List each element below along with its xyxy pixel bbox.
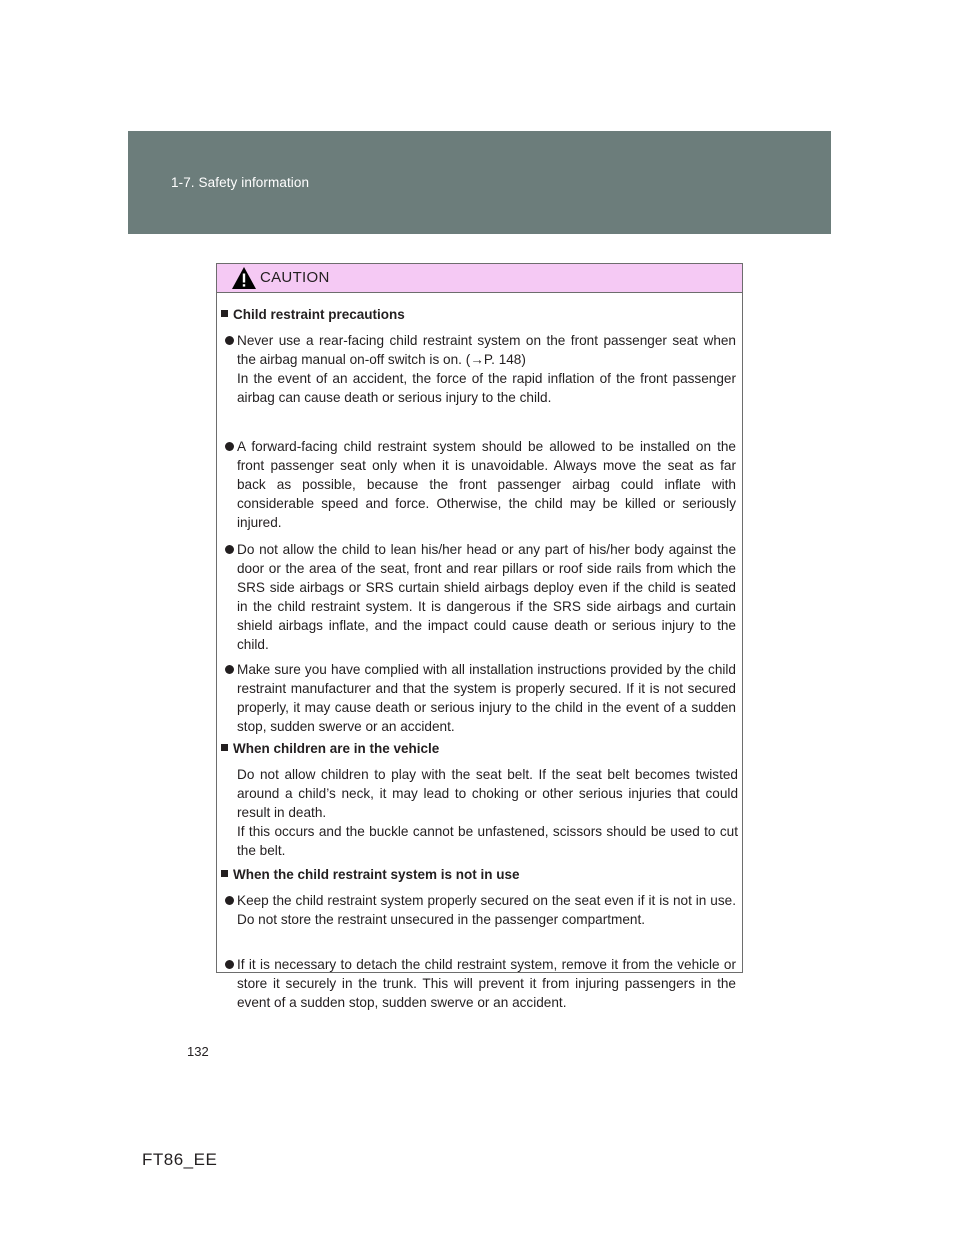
section-heading-children-in-vehicle: When children are in the vehicle <box>221 739 439 758</box>
paragraph: Do not allow children to play with the seat belt. If the seat belt becomes twisted around a child’s neck, it may lead to choking or other serious injuries that could result in death. <box>237 767 738 821</box>
bullet-text-continued: In the event of an accident, the force of the rapid inflation of the front passenger airbag can cause death or serious injury to the child. <box>237 371 736 406</box>
round-bullet-icon <box>225 896 234 905</box>
paragraph: If this occurs and the buckle cannot be unfastened, scissors should be used to cut the belt. <box>237 824 738 859</box>
section-title: 1-7. Safety information <box>171 175 310 190</box>
page-number: 132 <box>187 1044 209 1059</box>
round-bullet-icon <box>225 336 234 345</box>
bullet-text: Make sure you have complied with all installation instructions provided by the child restraint manufacturer and that the system is properly secured. If it is not secured properly, it may cause death or serious injury to the child in the event of a sudden stop, sudden swerve or an accident. <box>237 662 736 735</box>
square-bullet-icon <box>221 870 228 877</box>
square-bullet-icon <box>221 310 228 317</box>
bullet-text: Keep the child restraint system properly secured on the seat even if it is not in use. Do not store the restraint unsecured in the passenger compartment. <box>237 893 736 928</box>
list-item <box>225 540 738 655</box>
warning-icon <box>231 266 257 290</box>
round-bullet-icon <box>225 665 234 674</box>
square-bullet-icon <box>221 744 228 751</box>
bullet-text: Never use a rear-facing child restraint system on the front passenger seat when the airbag manual on-off switch is on. (→P. 148) <box>237 333 736 368</box>
round-bullet-icon <box>225 442 234 451</box>
caution-header <box>217 264 742 293</box>
list-item <box>225 660 738 736</box>
list-item <box>225 891 738 929</box>
section-paragraphs <box>217 765 742 860</box>
caution-box <box>216 263 743 1011</box>
list-item <box>225 437 738 532</box>
list-item <box>225 331 738 407</box>
section-heading-child-restraint-precautions: Child restraint precautions <box>221 305 405 324</box>
caution-title: CAUTION <box>260 269 330 286</box>
section-header-band <box>128 131 831 234</box>
round-bullet-icon <box>225 960 234 969</box>
bullet-text: If it is necessary to detach the child restraint system, remove it from the vehicle or store it securely in the trunk. This will prevent it from injuring passengers in the event of a sudden stop, sudden swerve or an accident. <box>237 957 736 1011</box>
document-code: FT86_EE <box>142 1150 218 1169</box>
round-bullet-icon <box>225 545 234 554</box>
bullet-text: Do not allow the child to lean his/her head or any part of his/her body against the door or the area of the seat, front and rear pillars or roof side rails from which the SRS side airbags or SRS curtain shield airbags deploy even if the child is seated in the child restraint system. It is dangerous if the SRS side airbags and curtain shield airbags inflate, and the impact could cause death or serious injury to the child. <box>237 542 736 653</box>
section-heading-not-in-use: When the child restraint system is not in use <box>221 865 520 884</box>
bullet-text: A forward-facing child restraint system should be allowed to be installed on the front passenger seat only when it is unavoidable. Always move the seat as far back as possible, because the front passenger airbag could inflate with considerable speed and force. Otherwise, the child may be killed or seriously injured. <box>237 439 736 531</box>
list-item <box>225 955 738 1012</box>
